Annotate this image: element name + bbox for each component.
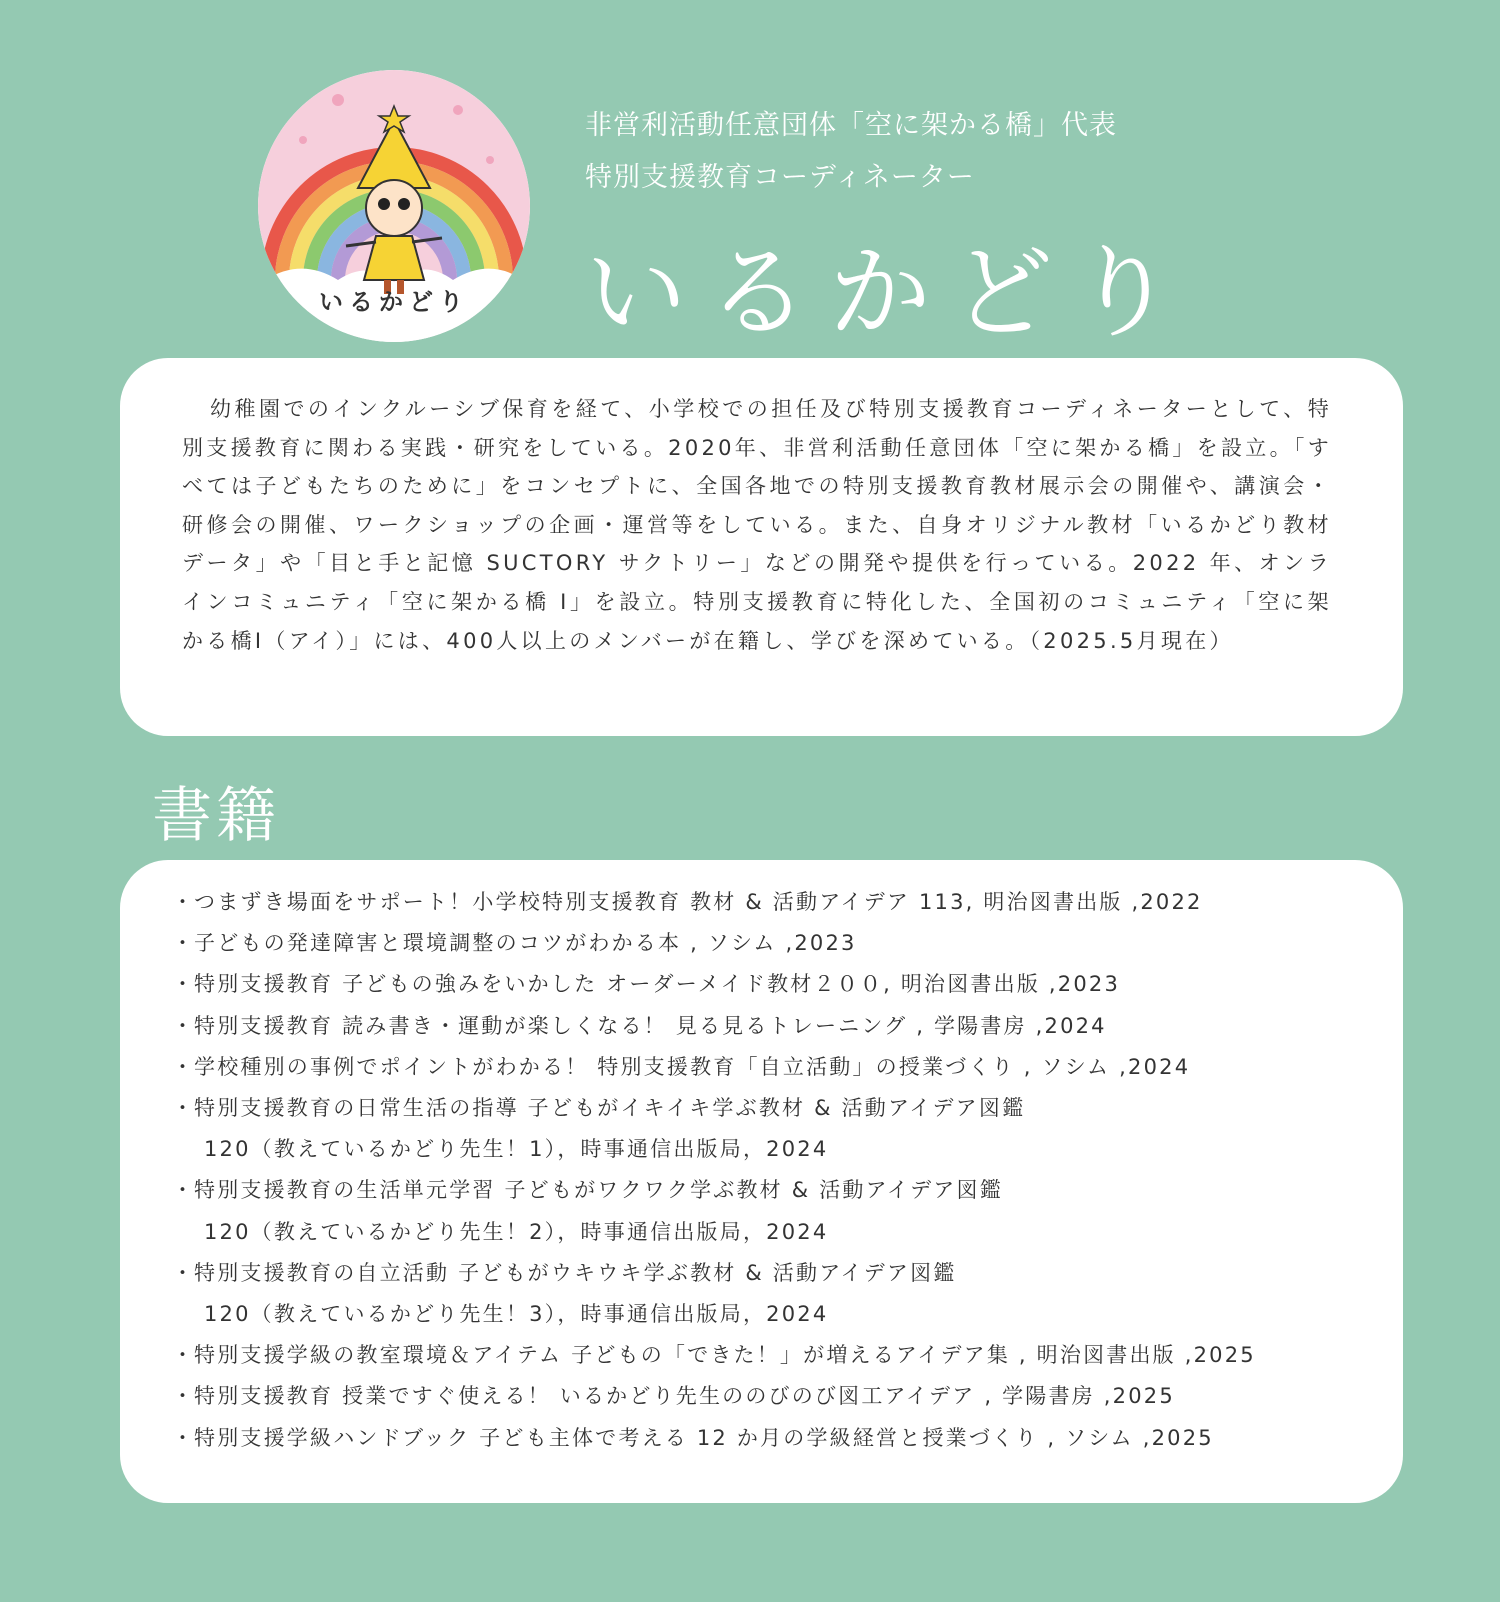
bullet: ・ xyxy=(172,972,196,997)
book-text xyxy=(194,1006,1107,1047)
bullet: ・ xyxy=(172,1096,196,1121)
book-text xyxy=(194,1418,1214,1459)
book-text xyxy=(194,1335,1256,1376)
bullet: ・ xyxy=(172,1343,196,1368)
book-title: 特別支援教育 読み書き・運動が楽しくなる！ 見る見るトレーニング , 学陽書房 ,2024 xyxy=(194,1013,1107,1038)
book-title: 学校種別の事例でポイントがわかる！ 特別支援教育「自立活動」の授業づくり , ソシム ,2024 xyxy=(194,1054,1191,1079)
bullet: ・ xyxy=(172,1178,196,1203)
bullet: ・ xyxy=(172,1054,196,1079)
book-text xyxy=(194,923,857,964)
book-text xyxy=(194,882,1203,923)
bullet: ・ xyxy=(172,890,196,914)
book-title: 特別支援教育の生活単元学習 子どもがワクワク学ぶ教材 & 活動アイデア図鑑 xyxy=(194,1178,1003,1203)
book-item xyxy=(172,1335,1382,1376)
books-heading: 書籍 xyxy=(152,781,280,851)
book-item xyxy=(172,1047,1382,1088)
bullet: ・ xyxy=(172,1260,196,1285)
book-title: 特別支援教育 子どもの強みをいかした オーダーメイド教材２００, 明治図書出版 ,2023 xyxy=(194,972,1121,997)
book-title-continuation: 120（教えているかどり先生！2），時事通信出版局，2024 xyxy=(204,1219,829,1244)
book-text xyxy=(194,964,1120,1005)
book-item xyxy=(172,1088,1382,1170)
book-title: 特別支援教育 授業ですぐ使える！ いるかどり先生ののびのび図工アイデア , 学陽書房 ,2025 xyxy=(194,1384,1175,1409)
bullet: ・ xyxy=(172,1013,196,1038)
coordinator-role: 特別支援教育コーディネーター xyxy=(585,162,975,193)
biography-text: 幼稚園でのインクルーシブ保育を経て、小学校での担任及び特別支援教育コーディネーターとして、特別支援教育に関わる実践・研究をしている。2020年、非営利活動任意団体「空に架かる橋」を設立。「すべては子どもたちのために」をコンセプトに、全国各地での特別支援教育教材展示会の開催や、講演会・研修会の開催、ワークショップの企画・運営等をしている。また、自身オリジナル教材「いるかどり教材データ」や「目と手と記憶 SUCTORY サクトリー」などの開発や提供を行っている。2022 年、オンラインコミュニティ「空に架かる橋 I」を設立。特別支援教育に特化した、全国初のコミュニティ「空に架かる橋Ⅰ（アイ）」には、400人以上のメンバーが在籍し、学びを深めている。（2025.5月現在） xyxy=(182,397,1332,653)
svg-text:いるかどり: いるかどり xyxy=(319,288,469,316)
book-item xyxy=(172,882,1382,923)
book-title: 特別支援学級ハンドブック 子ども主体で考える 12 か月の学級経営と授業づくり , ソシム ,2025 xyxy=(194,1425,1214,1450)
bullet: ・ xyxy=(172,931,196,956)
organization-role: 非営利活動任意団体「空に架かる橋」代表 xyxy=(585,110,1117,141)
book-item xyxy=(172,923,1382,964)
book-item xyxy=(172,964,1382,1005)
book-item xyxy=(172,1418,1382,1459)
book-text xyxy=(194,1170,1003,1252)
book-title: 特別支援学級の教室環境＆アイテム 子どもの「できた！」が増えるアイデア集 , 明治図書出版 ,2025 xyxy=(194,1343,1256,1368)
logo xyxy=(258,70,530,342)
book-title-continuation: 120（教えているかどり先生！3），時事通信出版局，2024 xyxy=(204,1302,829,1327)
book-title-continuation: 120（教えているかどり先生！1），時事通信出版局，2024 xyxy=(204,1137,829,1162)
book-item xyxy=(172,1376,1382,1417)
books-list xyxy=(172,882,1382,1459)
book-title: 特別支援教育の自立活動 子どもがウキウキ学ぶ教材 & 活動アイデア図鑑 xyxy=(194,1260,957,1285)
book-item xyxy=(172,1170,1382,1252)
book-title: つまずき場面をサポート！小学校特別支援教育 教材 & 活動アイデア 113, 明治図書出版 ,2022 xyxy=(194,890,1203,914)
bullet: ・ xyxy=(172,1425,196,1450)
book-title: 子どもの発達障害と環境調整のコツがわかる本 , ソシム ,2023 xyxy=(194,931,857,956)
book-item xyxy=(172,1253,1382,1335)
book-title: 特別支援教育の日常生活の指導 子どもがイキイキ学ぶ教材 & 活動アイデア図鑑 xyxy=(194,1096,1026,1121)
author-name: いるかどり xyxy=(585,234,1195,353)
book-text xyxy=(194,1253,957,1335)
biography-card xyxy=(120,358,1403,736)
book-item xyxy=(172,1006,1382,1047)
bullet: ・ xyxy=(172,1384,196,1409)
books-card xyxy=(120,860,1403,1503)
book-text xyxy=(194,1376,1175,1417)
logo-illustration xyxy=(258,70,530,342)
book-text xyxy=(194,1088,1025,1170)
book-text xyxy=(194,1047,1190,1088)
